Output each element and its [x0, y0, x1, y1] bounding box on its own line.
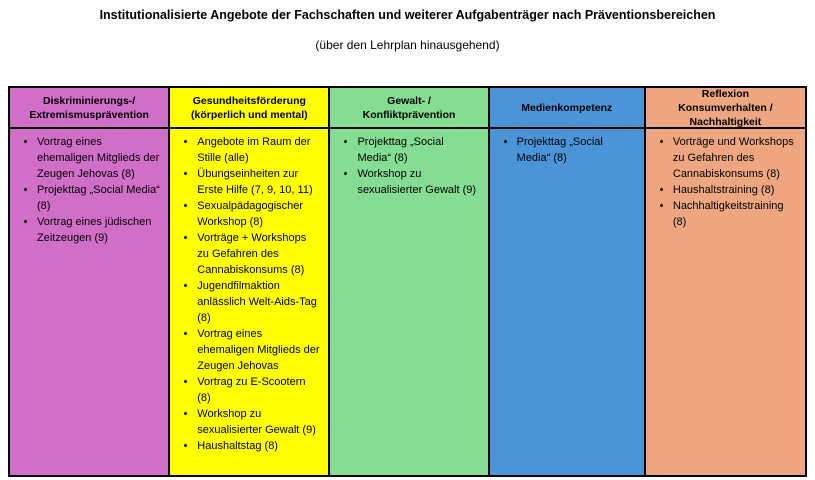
list-item: • Sexualpädagogischer Workshop (8) — [197, 198, 320, 230]
offer-list-reflexion-nachhaltigkeit — [646, 134, 805, 230]
list-item: • Vortrag eines ehemaligen Mitglieds der Zeugen Jehovas — [197, 326, 320, 374]
prevention-areas-table — [8, 86, 807, 477]
list-item: • Projekttag „Social Media“ (8) — [357, 134, 479, 166]
column-body-reflexion-nachhaltigkeit — [644, 129, 805, 475]
column-body-gewalt-konfliktpraevention — [328, 129, 487, 475]
page-title: Institutionalisierte Angebote der Fachschaften und weiterer Aufgabenträger nach Präventionsbereichen — [99, 8, 716, 22]
list-item: • Vortrag eines ehemaligen Mitglieds der Zeugen Jehovas (8) — [37, 134, 160, 182]
list-item: • Vortrag zu E-Scootern (8) — [197, 374, 320, 406]
list-item: • Vorträge + Workshops zu Gefahren des Cannabiskonsums (8) — [197, 230, 320, 278]
offer-list-medienkompetenz — [490, 134, 644, 166]
offer-list-diskriminierung — [10, 134, 168, 246]
column-body-gesundheitsfoerderung — [168, 129, 328, 475]
list-item: • Vorträge und Workshops zu Gefahren des Cannabiskonsums (8) — [673, 134, 797, 182]
list-item: • Nachhaltigkeitstraining (8) — [673, 198, 797, 230]
list-item: • Workshop zu sexualisierter Gewalt (9) — [197, 406, 320, 438]
page-subtitle: (über den Lehrplan hinausgehend) — [315, 38, 500, 52]
list-item: • Übungseinheiten zur Erste Hilfe (7, 9, 10, 11) — [197, 166, 320, 198]
column-header-diskriminierung-extremismuspraevention: Diskriminierungs-/ Extremismusprävention — [10, 88, 168, 129]
list-item: • Angebote im Raum der Stille (alle) — [197, 134, 320, 166]
list-item: • Projekttag „Social Media“ (8) — [517, 134, 636, 166]
offer-list-gewalt-konfliktpraevention — [330, 134, 487, 198]
column-body-diskriminierung-extremismuspraevention — [10, 129, 168, 475]
column-header-medienkompetenz: Medienkompetenz — [488, 88, 644, 129]
list-item: • Vortrag eines jüdischen Zeitzeugen (9) — [37, 214, 160, 246]
column-header-gesundheitsfoerderung: Gesundheitsförderung (körperlich und mental) — [168, 88, 328, 129]
column-body-medienkompetenz — [488, 129, 644, 475]
offer-list-gesundheitsfoerderung — [170, 134, 328, 454]
list-item: • Workshop zu sexualisierter Gewalt (9) — [357, 166, 479, 198]
list-item: • Haushaltstag (8) — [197, 438, 320, 454]
column-header-reflexion-nachhaltigkeit: Reflexion Konsumverhalten / Nachhaltigkeit — [644, 88, 805, 129]
list-item: • Projekttag „Social Media“ (8) — [37, 182, 160, 214]
list-item: • Haushaltstraining (8) — [673, 182, 797, 198]
column-header-gewalt-konfliktpraevention: Gewalt- / Konfliktprävention — [328, 88, 487, 129]
list-item: • Jugendfilmaktion anlässlich Welt-Aids-Tag (8) — [197, 278, 320, 326]
